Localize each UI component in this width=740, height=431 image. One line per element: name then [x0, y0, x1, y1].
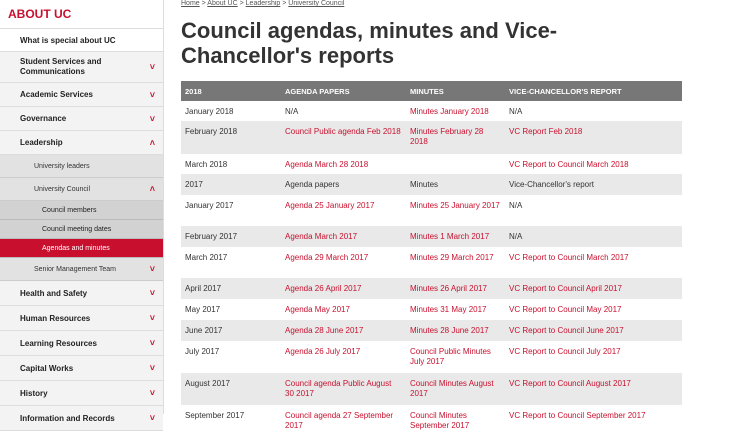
- breadcrumb-separator: >: [282, 0, 287, 7]
- cell-agenda: Agenda papers: [281, 174, 406, 195]
- cell-minutes-link[interactable]: Minutes 31 May 2017: [406, 299, 505, 320]
- sidebar-item-label: What is special about UC: [20, 35, 116, 45]
- breadcrumb-separator: >: [239, 0, 244, 7]
- cell-minutes: Minutes: [406, 174, 505, 195]
- table-row: [181, 373, 682, 405]
- cell-vc-report-link[interactable]: VC Report to Council March 2018: [505, 154, 682, 174]
- cell-vc-report-link[interactable]: VC Report to Council September 2017: [505, 405, 682, 431]
- cell-minutes-link[interactable]: Minutes 29 March 2017: [406, 247, 505, 278]
- sidebar-item-label: Senior Management Team: [34, 265, 116, 273]
- chevron-down-icon[interactable]: ˅: [149, 413, 155, 423]
- sidebar-item-history[interactable]: [0, 381, 163, 406]
- cell-minutes-link[interactable]: Minutes January 2018: [406, 101, 505, 121]
- sidebar-item-senior-management[interactable]: [0, 258, 163, 281]
- sidebar-item-student-services[interactable]: [0, 52, 163, 83]
- sidebar-item-label: Governance: [20, 114, 67, 123]
- cell-minutes-link[interactable]: Minutes 25 January 2017: [406, 195, 505, 226]
- sidebar-item-learning-resources[interactable]: [0, 331, 163, 356]
- cell-minutes-link[interactable]: Minutes February 28 2018: [406, 121, 505, 154]
- chevron-down-icon[interactable]: ˅: [149, 388, 155, 398]
- cell-minutes-link[interactable]: Minutes 1 March 2017: [406, 226, 505, 247]
- sidebar-item-label: University leaders: [34, 162, 90, 170]
- breadcrumb-separator: >: [201, 0, 206, 7]
- cell-month: August 2017: [181, 373, 281, 405]
- sidebar-item-university-leaders[interactable]: [0, 155, 163, 178]
- sidebar-item-health-and-safety[interactable]: [0, 281, 163, 306]
- table-row: [181, 154, 682, 174]
- sidebar-item-university-council[interactable]: [0, 178, 163, 201]
- page-title: Council agendas, minutes and Vice-Chancellor's reports: [181, 18, 558, 68]
- sidebar-item-capital-works[interactable]: [0, 356, 163, 381]
- cell-vc-report-link[interactable]: VC Report to Council August 2017: [505, 373, 682, 405]
- table-row: [181, 278, 682, 299]
- table-row: [181, 320, 682, 341]
- cell-agenda-link[interactable]: Agenda 26 July 2017: [281, 341, 406, 373]
- sidebar-item-label: Information and Records: [20, 413, 115, 423]
- cell-minutes: [406, 154, 505, 174]
- cell-vc-report-link[interactable]: VC Report to Council March 2017: [505, 247, 682, 278]
- chevron-down-icon[interactable]: ˅: [149, 62, 155, 72]
- cell-month: February 2017: [181, 226, 281, 247]
- sidebar-item-label: Council members: [42, 206, 97, 214]
- sidebar-title[interactable]: ABOUT UC: [0, 0, 163, 29]
- cell-minutes-link[interactable]: Minutes 26 April 2017: [406, 278, 505, 299]
- chevron-down-icon[interactable]: ˅: [149, 313, 155, 323]
- column-header-minutes: MINUTES: [406, 81, 505, 101]
- cell-vc-report-link[interactable]: VC Report to Council April 2017: [505, 278, 682, 299]
- agendas-table: [181, 81, 682, 431]
- sidebar: [0, 0, 164, 423]
- sidebar-item-council-members[interactable]: [0, 201, 163, 220]
- sidebar-item-information-and-records[interactable]: [0, 406, 163, 431]
- cell-minutes-link[interactable]: Council Public Minutes July 2017: [406, 341, 505, 373]
- table-row: [181, 195, 682, 226]
- main-content: [181, 0, 682, 430]
- cell-month: January 2018: [181, 101, 281, 121]
- sidebar-item-label: University Council: [34, 185, 91, 193]
- cell-vc-report: Vice-Chancellor's report: [505, 174, 682, 195]
- table-subheader-row: [181, 174, 682, 195]
- cell-agenda-link[interactable]: Agenda May 2017: [281, 299, 406, 320]
- chevron-up-icon[interactable]: ˄: [149, 137, 155, 148]
- chevron-down-icon[interactable]: ˅: [149, 338, 155, 348]
- cell-agenda-link[interactable]: Agenda March 2017: [281, 226, 406, 247]
- sidebar-item-governance[interactable]: [0, 107, 163, 131]
- cell-agenda-link[interactable]: Council agenda Public August 30 2017: [281, 373, 406, 405]
- sidebar-item-label: Learning Resources: [20, 338, 97, 348]
- table-row: [181, 299, 682, 320]
- cell-minutes-link[interactable]: Council Minutes August 2017: [406, 373, 505, 405]
- table-row: [181, 247, 682, 278]
- chevron-down-icon[interactable]: ˅: [149, 113, 155, 124]
- sidebar-item-agendas-and-minutes[interactable]: [0, 239, 163, 258]
- cell-vc-report: N/A: [505, 226, 682, 247]
- cell-month: March 2018: [181, 154, 281, 174]
- cell-agenda-link[interactable]: Council agenda 27 September 2017: [281, 405, 406, 431]
- column-header-agenda-papers: AGENDA PAPERS: [281, 81, 406, 101]
- table-header-row: [181, 81, 682, 101]
- cell-agenda-link[interactable]: Agenda 29 March 2017: [281, 247, 406, 278]
- table-row: [181, 405, 682, 431]
- sidebar-item-leadership[interactable]: [0, 131, 163, 155]
- table-row: [181, 121, 682, 154]
- cell-month: May 2017: [181, 299, 281, 320]
- chevron-down-icon[interactable]: ˅: [149, 288, 155, 298]
- cell-month: February 2018: [181, 121, 281, 154]
- breadcrumb-leadership[interactable]: Leadership: [245, 0, 281, 7]
- sidebar-item-academic-services[interactable]: [0, 83, 163, 107]
- cell-month: June 2017: [181, 320, 281, 341]
- chevron-down-icon[interactable]: ˅: [149, 89, 155, 100]
- sidebar-item-human-resources[interactable]: [0, 306, 163, 331]
- cell-agenda-link[interactable]: Council Public agenda Feb 2018: [281, 121, 406, 154]
- cell-vc-report-link[interactable]: VC Report Feb 2018: [505, 121, 682, 154]
- breadcrumb-home[interactable]: Home: [181, 0, 200, 7]
- table-row: [181, 226, 682, 247]
- cell-agenda: N/A: [281, 101, 406, 121]
- chevron-down-icon[interactable]: ˅: [149, 363, 155, 373]
- sidebar-item-label: Agendas and minutes: [42, 244, 110, 252]
- cell-month: March 2017: [181, 247, 281, 278]
- cell-vc-report: N/A: [505, 101, 682, 121]
- sidebar-item-council-meeting-dates[interactable]: [0, 220, 163, 239]
- cell-vc-report: N/A: [505, 195, 682, 226]
- column-header-year: 2018: [181, 81, 281, 101]
- table-row: [181, 341, 682, 373]
- cell-agenda-link[interactable]: Agenda March 28 2018: [281, 154, 406, 174]
- chevron-down-icon[interactable]: ˅: [149, 264, 155, 274]
- sidebar-item-what-is-special[interactable]: [0, 29, 163, 52]
- cell-month: January 2017: [181, 195, 281, 226]
- sidebar-item-label: Health and Safety: [20, 288, 88, 298]
- sidebar-item-label: Capital Works: [20, 363, 74, 373]
- cell-month: September 2017: [181, 405, 281, 431]
- table-row: [181, 101, 682, 121]
- cell-vc-report-link[interactable]: VC Report to Council May 2017: [505, 299, 682, 320]
- sidebar-item-label: Academic Services: [20, 90, 93, 99]
- cell-agenda-link[interactable]: Agenda 25 January 2017: [281, 195, 406, 226]
- sidebar-item-label: Leadership: [20, 138, 63, 147]
- column-header-vc-report: VICE-CHANCELLOR'S REPORT: [505, 81, 682, 101]
- cell-month: April 2017: [181, 278, 281, 299]
- chevron-up-icon[interactable]: ˄: [149, 184, 155, 194]
- cell-agenda-link[interactable]: Agenda 26 April 2017: [281, 278, 406, 299]
- cell-minutes-link[interactable]: Minutes 28 June 2017: [406, 320, 505, 341]
- breadcrumb: [181, 0, 682, 10]
- sidebar-item-label: Council meeting dates: [42, 225, 112, 233]
- cell-agenda-link[interactable]: Agenda 28 June 2017: [281, 320, 406, 341]
- sidebar-item-label: History: [20, 388, 48, 398]
- cell-vc-report-link[interactable]: VC Report to Council July 2017: [505, 341, 682, 373]
- cell-month: 2017: [181, 174, 281, 195]
- cell-minutes-link[interactable]: Council Minutes September 2017: [406, 405, 505, 431]
- cell-month: July 2017: [181, 341, 281, 373]
- breadcrumb-about-uc[interactable]: About UC: [207, 0, 238, 7]
- breadcrumb-university-council[interactable]: University Council: [288, 0, 345, 7]
- cell-vc-report-link[interactable]: VC Report to Council June 2017: [505, 320, 682, 341]
- sidebar-item-label: Student Services and Communications: [20, 57, 102, 76]
- sidebar-item-label: Human Resources: [20, 313, 91, 323]
